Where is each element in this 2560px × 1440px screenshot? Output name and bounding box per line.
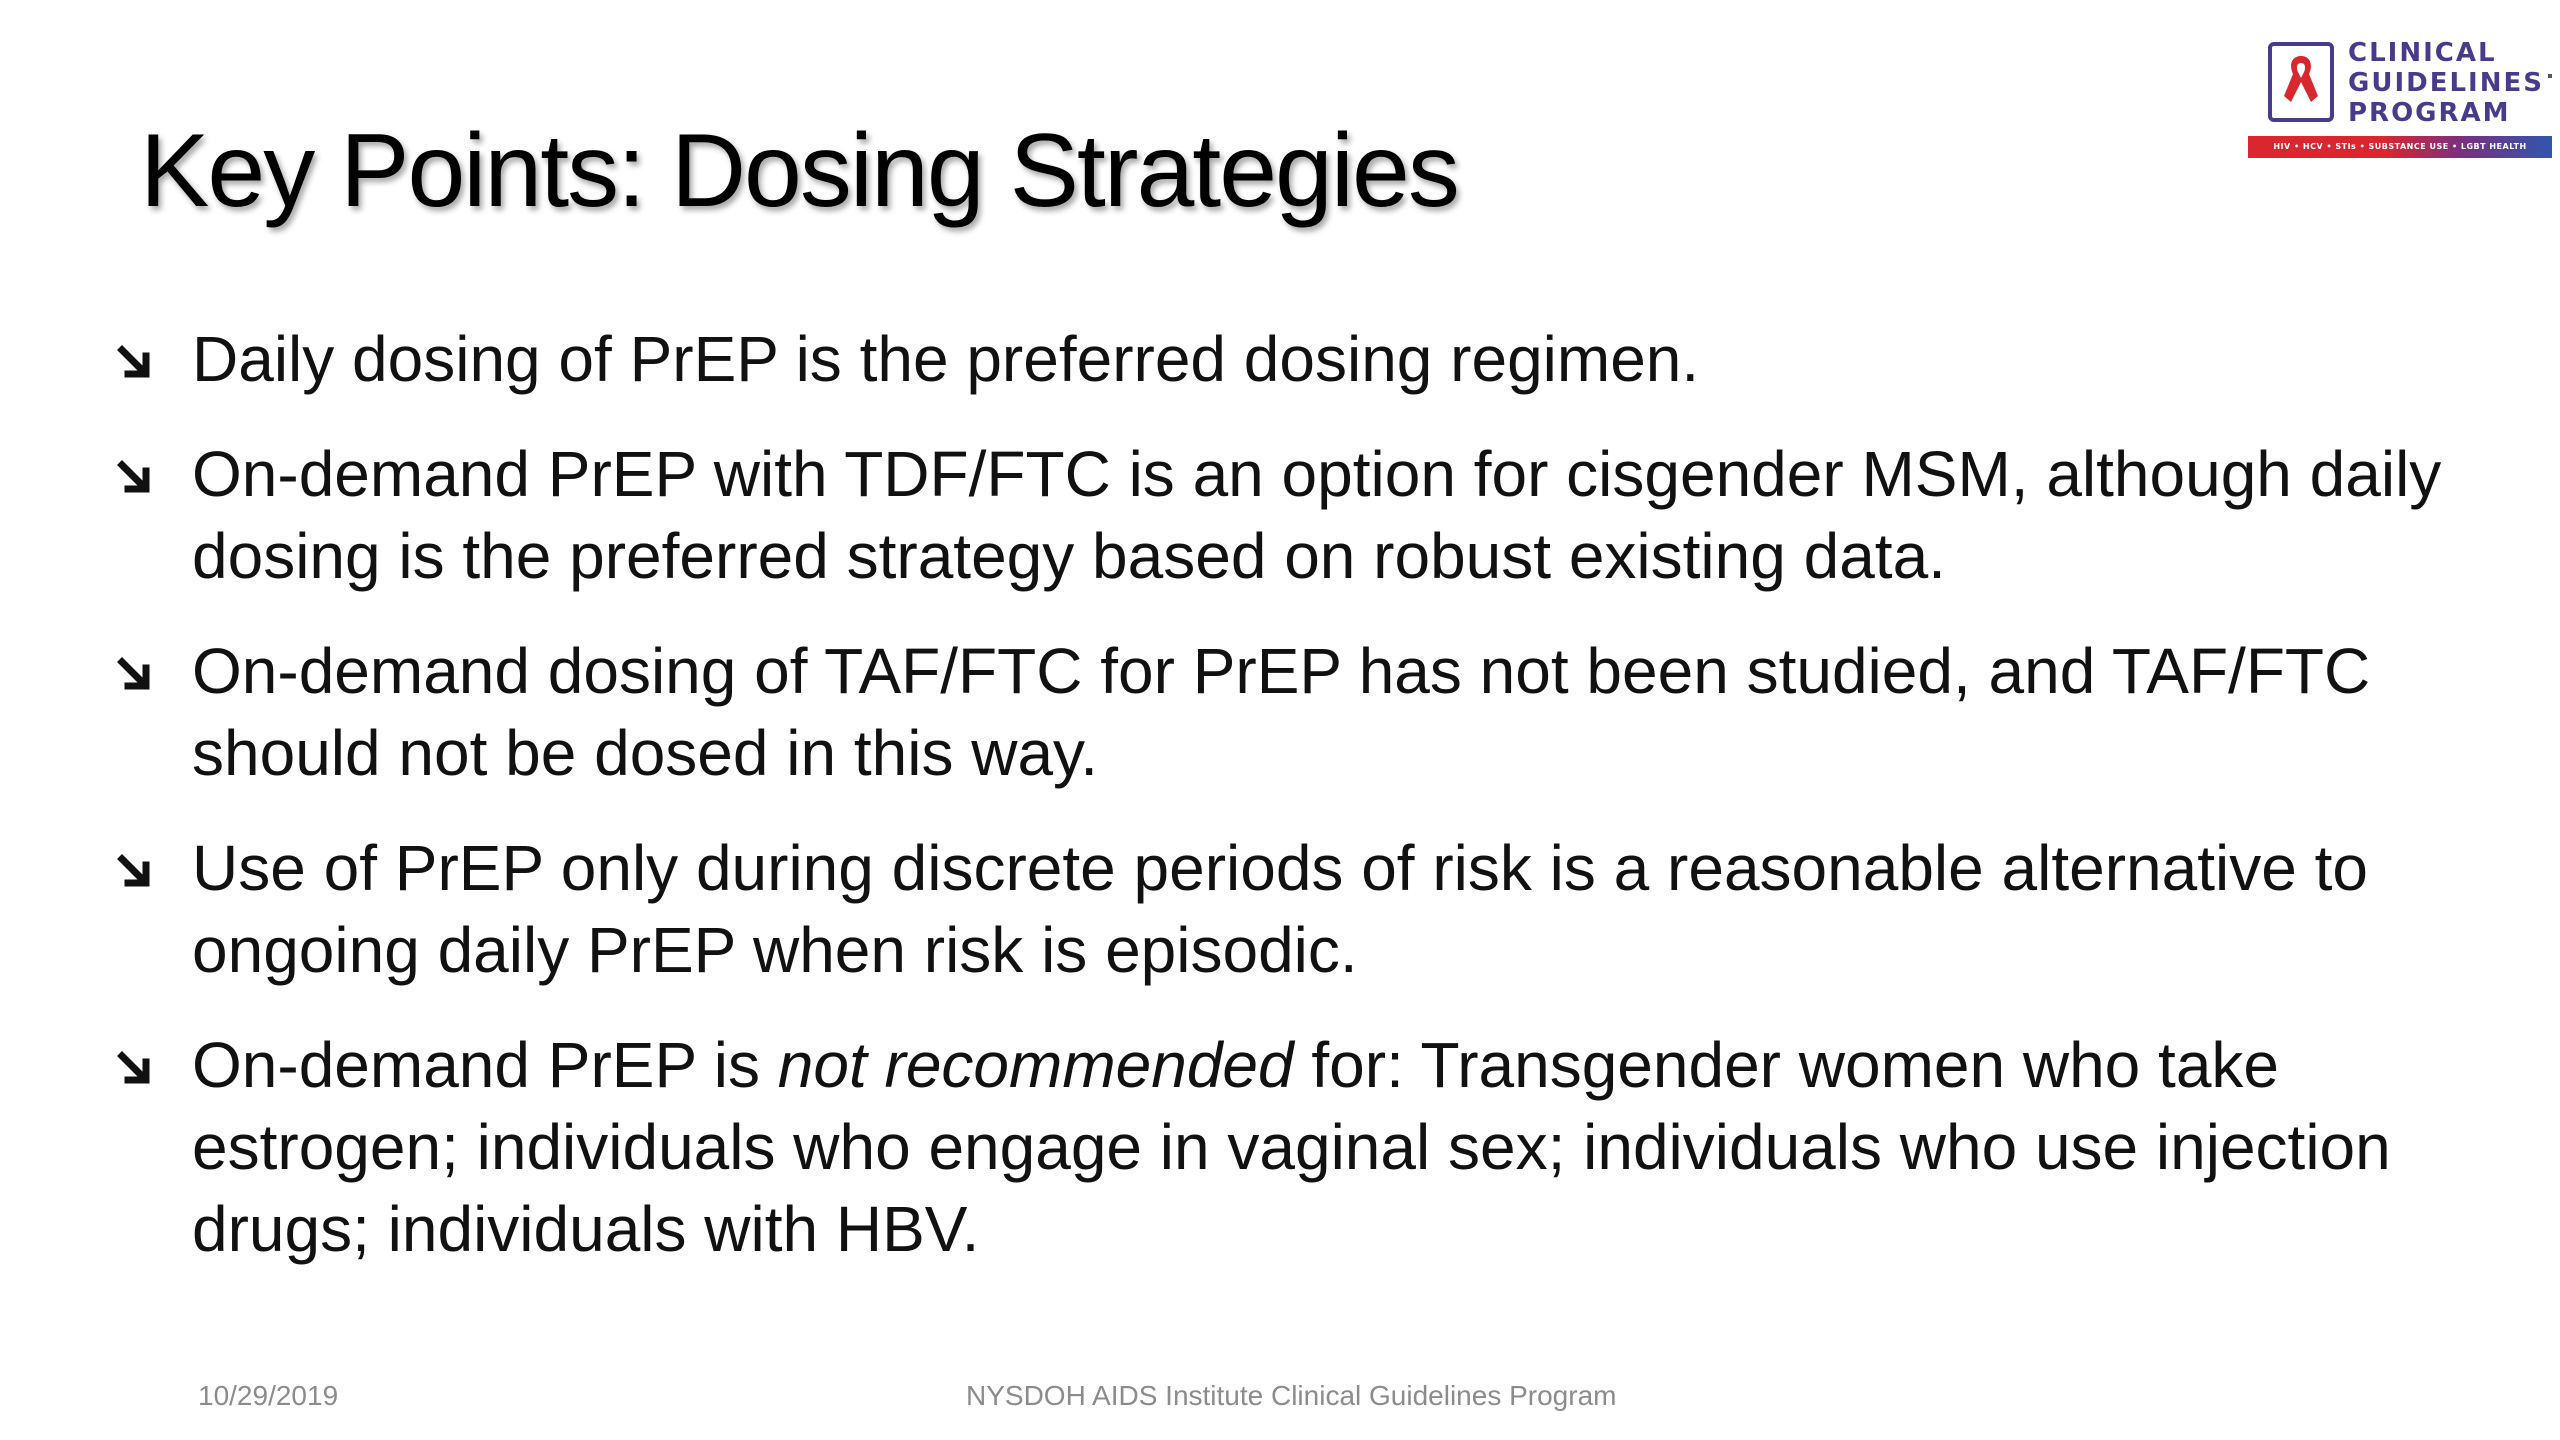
logo-emblem (2268, 42, 2334, 122)
bullet-daily-dosing (110, 318, 2470, 400)
red-ribbon-icon (2280, 52, 2322, 112)
edge-mark (2548, 74, 2552, 78)
arrow-down-right-icon (114, 342, 154, 382)
logo-wordmark (2348, 38, 2544, 128)
bullet-on-demand-taf-ftc (110, 630, 2470, 794)
bullet-on-demand-tdf-ftc (110, 433, 2470, 597)
clinical-guidelines-program-logo (2248, 38, 2552, 162)
arrow-down-right-icon (114, 457, 154, 497)
key-points-list (110, 318, 2470, 1303)
logo-line-program: PROGRAM (2348, 98, 2511, 128)
logo-tagline-bar: HIV • HCV • STIs • SUBSTANCE USE • LGBT HEALTH (2248, 136, 2552, 158)
bullet-discrete-periods (110, 827, 2470, 991)
arrow-down-right-icon (114, 654, 154, 694)
bullet-text-after: for: Transgender women who take estrogen; individuals who engage in vaginal sex; individuals who use injection drugs; individuals with HBV. (192, 1029, 2391, 1265)
footer-date: 10/29/2019 (198, 1380, 339, 1411)
slide-title: Key Points: Dosing Strategies (140, 113, 1458, 229)
arrow-down-right-icon (114, 1048, 154, 1088)
bullet-text: On-demand PrEP with TDF/FTC is an option for cisgender MSM, although daily dosing is the preferred strategy based on robust existing data. (192, 438, 2442, 592)
logo-line-guidelines: GUIDELINES (2348, 68, 2544, 98)
logo-line-clinical: CLINICAL (2348, 38, 2497, 68)
footer-program-name: NYSDOH AIDS Institute Clinical Guidelines Program (966, 1380, 1617, 1411)
bullet-text: Use of PrEP only during discrete periods of risk is a reasonable alternative to ongoing daily PrEP when risk is episodic. (192, 832, 2368, 986)
bullet-text: Daily dosing of PrEP is the preferred dosing regimen. (192, 323, 1700, 395)
bullet-not-recommended (110, 1024, 2470, 1270)
arrow-down-right-icon (114, 851, 154, 891)
bullet-text-before: On-demand PrEP is (192, 1029, 778, 1101)
bullet-text: On-demand dosing of TAF/FTC for PrEP has not been studied, and TAF/FTC should not be dosed in this way. (192, 635, 2371, 789)
bullet-text-emphasis: not recommended (777, 1029, 1294, 1101)
